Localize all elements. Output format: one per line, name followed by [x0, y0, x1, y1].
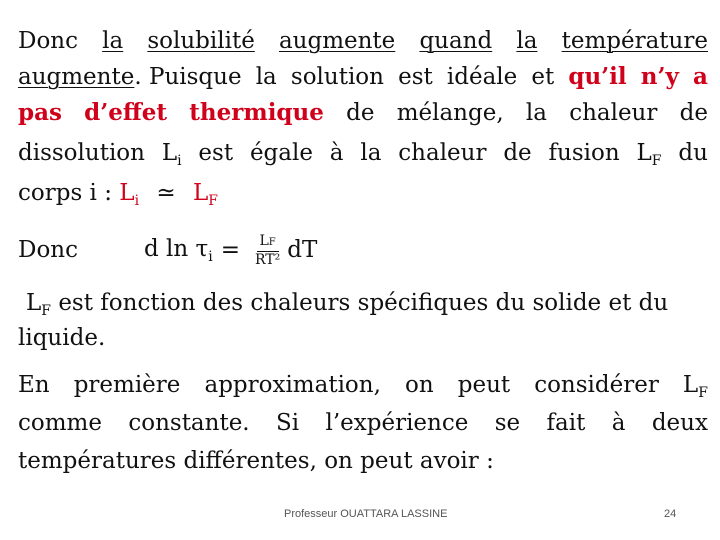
text: Donc [18, 237, 78, 263]
text: liquide. [18, 325, 106, 351]
math-subscript: F [268, 236, 276, 248]
word: de [503, 140, 532, 166]
math-symbol-LF [192, 180, 218, 209]
word-group [18, 62, 242, 92]
math-symbol-Li [119, 180, 140, 209]
word: est [198, 140, 234, 166]
math-subscript: F [208, 193, 218, 209]
word: de [346, 100, 375, 126]
paragraph-line-5 [18, 178, 708, 211]
word: considérer [534, 372, 659, 398]
page-number: 24 [664, 508, 677, 520]
word: la [516, 28, 538, 54]
word: du [678, 140, 708, 166]
math-symbol-LF [683, 370, 708, 403]
text: températures différentes, on peut avoir : [18, 448, 494, 474]
math-expr: d ln τ [143, 235, 209, 262]
paragraph-line-11 [18, 446, 708, 476]
word: comme [18, 410, 102, 436]
word: première [73, 372, 181, 398]
word: à [329, 140, 344, 166]
word: la [360, 140, 382, 166]
word: Si [276, 410, 300, 436]
word: deux [651, 410, 708, 436]
word: chaleur [569, 100, 658, 126]
paragraph-line-10 [18, 408, 708, 438]
word: température [561, 28, 708, 54]
word: à [611, 410, 626, 436]
word: on [404, 372, 434, 398]
math-subscript: i [134, 193, 140, 209]
highlighted-word: a [693, 63, 708, 90]
math-subscript: F [651, 153, 662, 169]
math-subscript: i [208, 248, 213, 265]
word: . Puisque [134, 64, 242, 90]
math-letter: L [119, 180, 135, 206]
paragraph-line-2 [18, 62, 708, 92]
text: est fonction des chaleurs spécifiques du solide et du [58, 290, 669, 316]
equation-lhs [144, 234, 213, 267]
word: quand [419, 28, 493, 54]
word: solution [290, 64, 384, 90]
highlighted-word: pas [18, 99, 62, 126]
word: idéale [446, 64, 518, 90]
fraction-numerator [257, 233, 279, 252]
word: la [255, 64, 277, 90]
paragraph-line-7 [26, 288, 708, 321]
word: fusion [548, 140, 620, 166]
math-letter: L [26, 290, 42, 316]
word: se [494, 410, 521, 436]
word: augmente [278, 28, 396, 54]
math-letter: L [636, 140, 652, 166]
word: dissolution [18, 140, 145, 166]
fraction [252, 233, 283, 268]
word: mélange, [396, 100, 504, 126]
highlighted-word: qu’il [568, 63, 627, 90]
paragraph-line-3 [18, 98, 708, 128]
math-letter: L [161, 140, 178, 166]
math-subscript: F [698, 385, 708, 401]
math-letter: L [682, 372, 699, 398]
highlighted-word: n’y [640, 63, 679, 90]
word: est [398, 64, 433, 90]
word: augmente [18, 64, 135, 90]
equation-line [18, 230, 708, 270]
highlighted-word: d’effet [84, 99, 168, 126]
word: En [18, 372, 50, 398]
word: chaleur [398, 140, 487, 166]
paragraph-line-1 [18, 26, 708, 56]
word: la [525, 100, 547, 126]
word: peut [457, 372, 511, 398]
word: l’expérience [325, 410, 469, 436]
word: fait [546, 410, 586, 436]
math-letter: L [259, 232, 269, 249]
text: corps i : [18, 180, 112, 206]
math-symbol-LF [637, 138, 662, 171]
footer-author: Professeur OUATTARA LASSINE [284, 508, 448, 520]
word: constante. [128, 410, 250, 436]
word: Donc [18, 28, 78, 54]
equals-sign: = [220, 237, 240, 263]
math-symbol-LF [26, 290, 51, 319]
math-subscript: F [41, 303, 51, 319]
paragraph-line-9 [18, 370, 708, 403]
math-letter: L [192, 180, 209, 206]
word: la [102, 28, 124, 54]
math-symbol-Li [162, 138, 182, 171]
word: approximation, [204, 372, 381, 398]
paragraph-line-8 [18, 323, 708, 353]
word: de [679, 100, 708, 126]
math-subscript: i [177, 153, 182, 169]
approx-symbol: ≃ [156, 180, 176, 206]
word: et [531, 64, 555, 90]
word: solubilité [147, 28, 255, 54]
fraction-denominator: RT² [255, 251, 281, 268]
word: égale [249, 140, 313, 166]
equation-rhs: dT [287, 237, 318, 263]
paragraph-line-4 [18, 138, 708, 171]
highlighted-word: thermique [189, 99, 324, 126]
